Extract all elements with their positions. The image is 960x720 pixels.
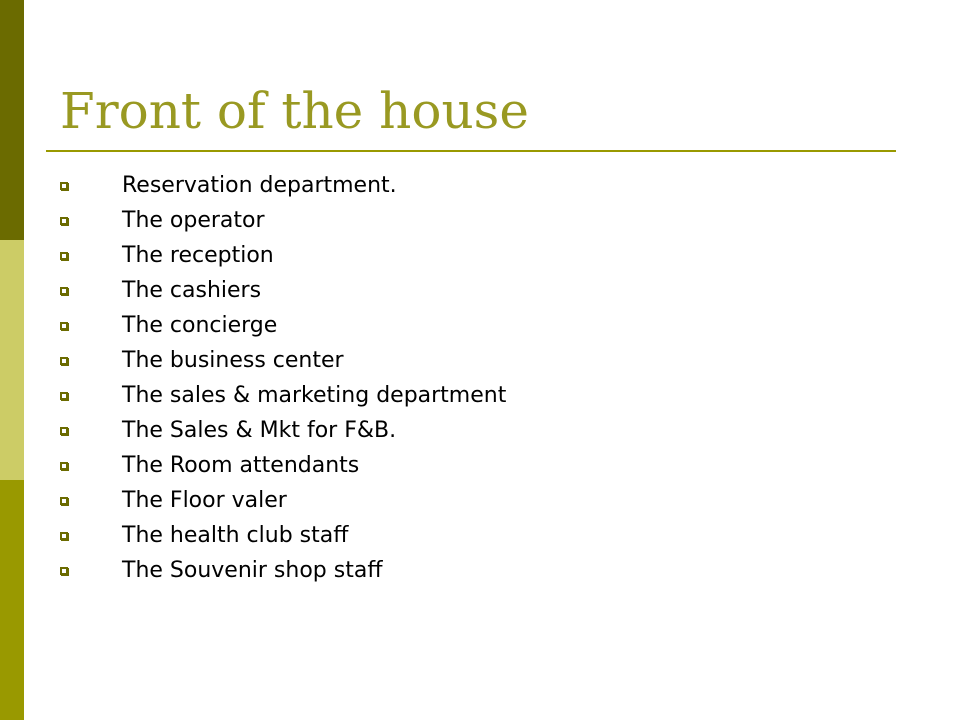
list-item-label: The Souvenir shop staff [122, 558, 383, 583]
sidebar-decoration [0, 0, 24, 720]
list-item [60, 238, 506, 273]
square-bullet-icon [60, 462, 68, 470]
square-bullet-icon [60, 567, 68, 575]
square-bullet-icon [60, 532, 68, 540]
sidebar-segment-top [0, 0, 24, 240]
list-item [60, 448, 506, 483]
sidebar-segment-middle [0, 240, 24, 480]
list-item [60, 378, 506, 413]
list-item-label: The concierge [122, 313, 278, 338]
square-bullet-icon [60, 217, 68, 225]
list-item-label: The sales & marketing department [122, 383, 507, 408]
square-bullet-icon [60, 497, 68, 505]
list-item-label: Reservation department. [122, 173, 397, 198]
list-item [60, 168, 506, 203]
list-item [60, 553, 506, 588]
list-item [60, 203, 506, 238]
square-bullet-icon [60, 322, 68, 330]
list-item-label: The Sales & Mkt for F&B. [122, 418, 397, 443]
square-bullet-icon [60, 252, 68, 260]
title-divider [46, 150, 896, 152]
list-item-label: The Room attendants [122, 453, 360, 478]
list-item-label: The cashiers [122, 278, 262, 303]
list-item-label: The Floor valer [122, 488, 287, 513]
square-bullet-icon [60, 427, 68, 435]
list-item-label: The business center [122, 348, 344, 373]
list-item-label: The reception [122, 243, 274, 268]
square-bullet-icon [60, 392, 68, 400]
list-item [60, 413, 506, 448]
sidebar-segment-bottom [0, 480, 24, 720]
list-item [60, 308, 506, 343]
square-bullet-icon [60, 357, 68, 365]
list-item [60, 483, 506, 518]
list-item-label: The operator [122, 208, 265, 233]
list-item [60, 343, 506, 378]
square-bullet-icon [60, 287, 68, 295]
list-item-label: The health club staff [122, 523, 349, 548]
list-item [60, 273, 506, 308]
list-item [60, 518, 506, 553]
bullet-list [60, 168, 506, 588]
slide-title: Front of the house [60, 82, 529, 140]
square-bullet-icon [60, 182, 68, 190]
